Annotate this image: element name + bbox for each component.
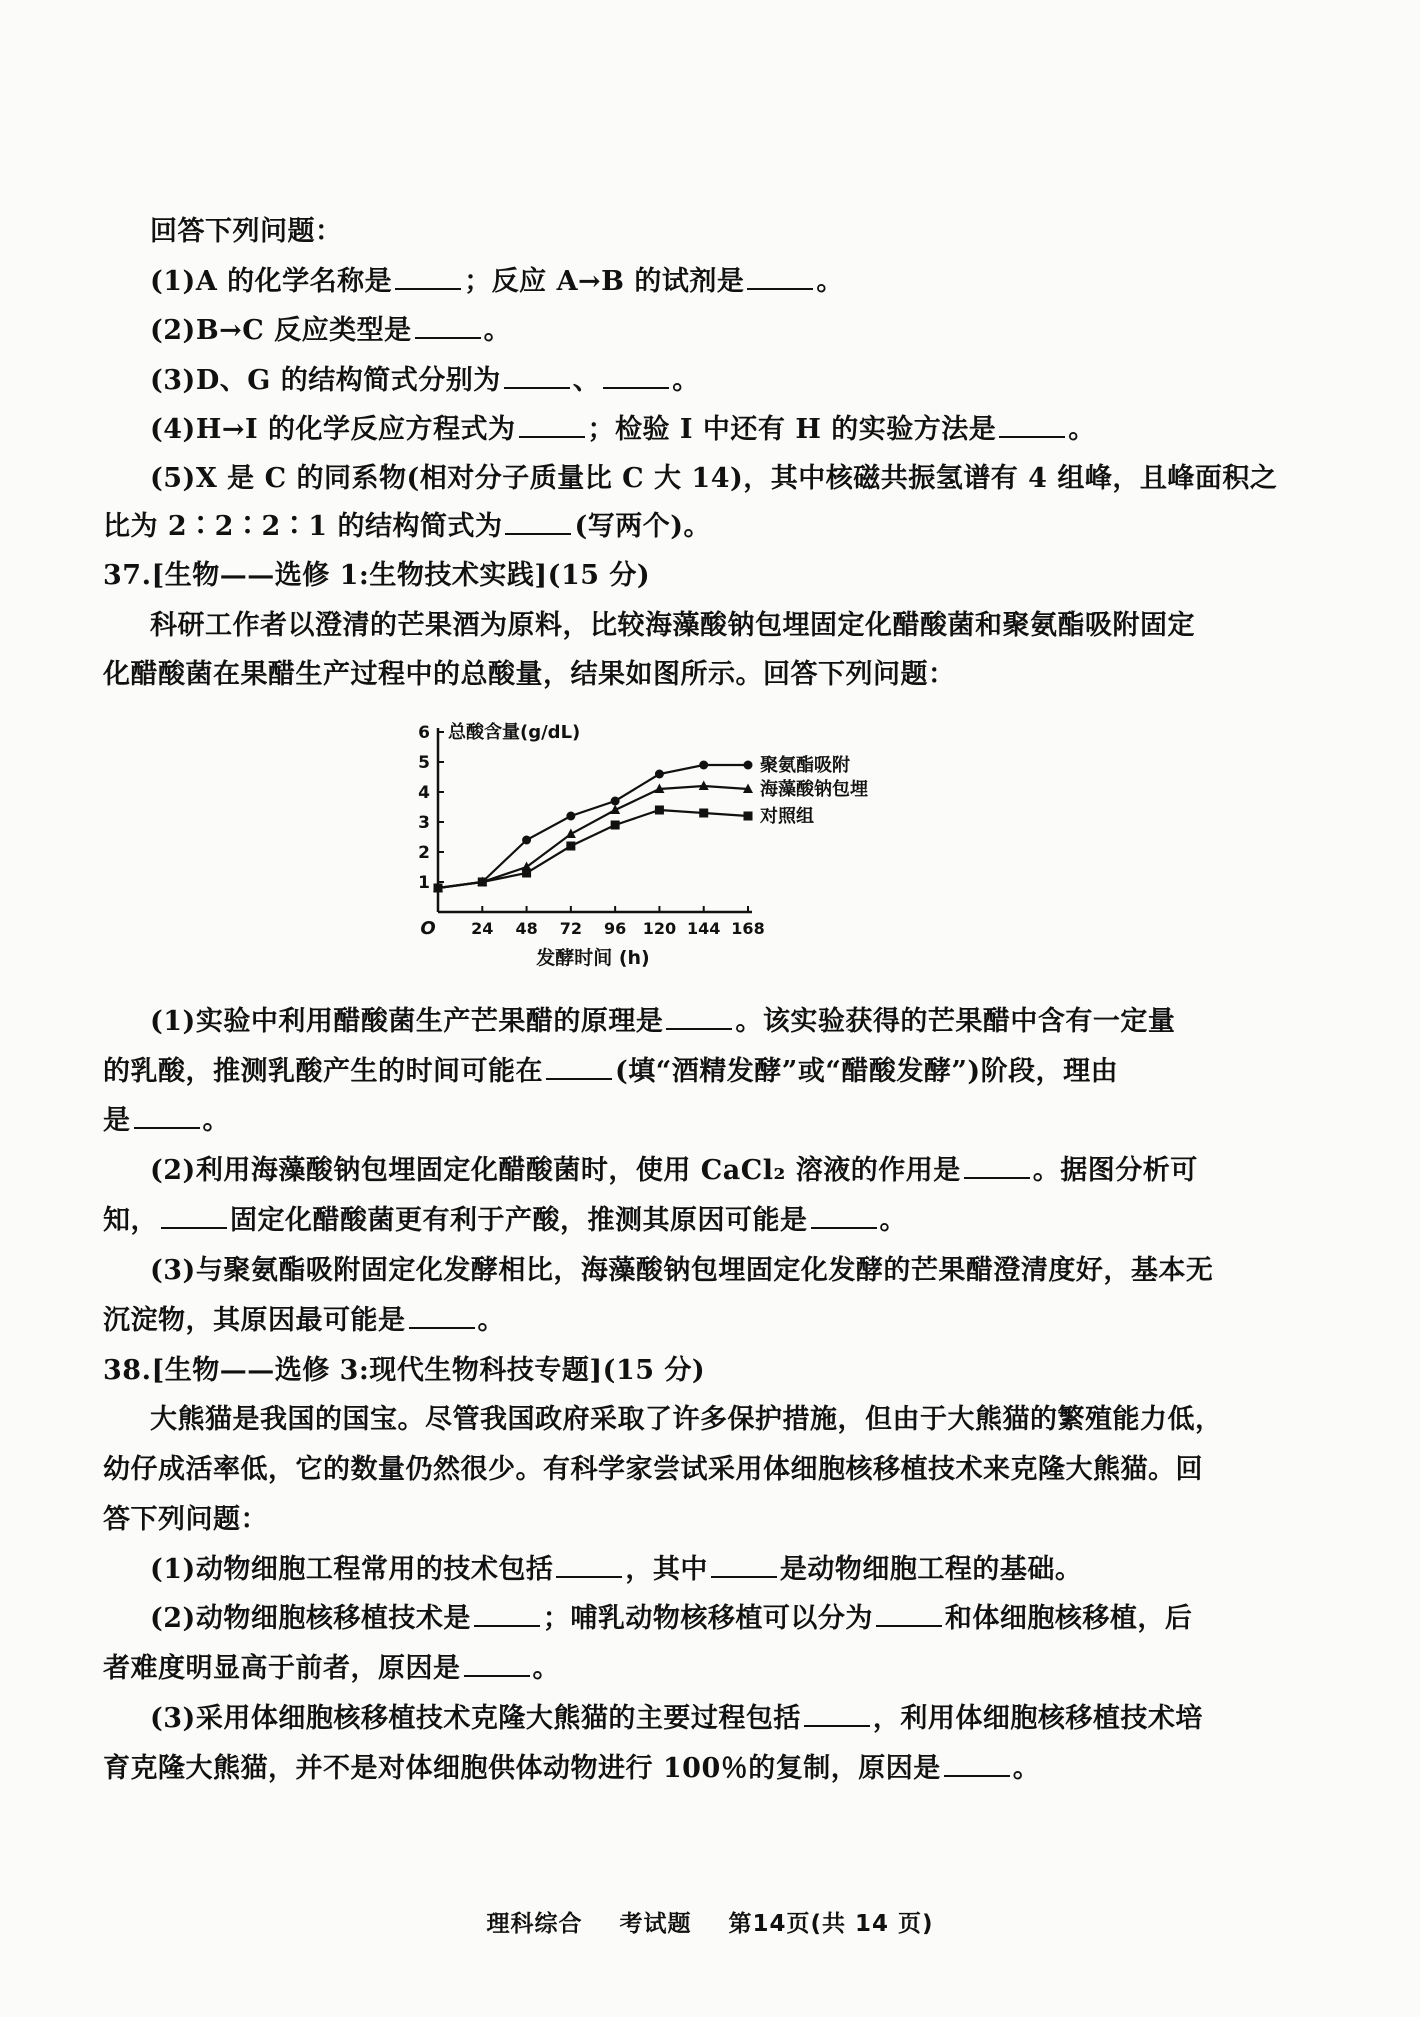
- q37-intro-line2: 化醋酸菌在果醋生产过程中的总酸量，结果如图所示。回答下列问题：: [103, 659, 956, 690]
- answer-blank[interactable]: [134, 1103, 200, 1129]
- x-tick-label: 24: [471, 919, 494, 938]
- q37-intro-line1: 科研工作者以澄清的芒果酒为原料，比较海藻酸钠包埋固定化醋酸菌和聚氨酯吸附固定: [150, 610, 1195, 641]
- q37-part2-line1: (2)利用海藻酸钠包埋固定化醋酸菌时，使用 CaCl₂ 溶液的作用是 。据图分析可: [150, 1155, 1198, 1186]
- answer-blank[interactable]: [876, 1601, 942, 1627]
- y-tick-label: 1: [418, 873, 430, 893]
- data-point: [434, 884, 443, 893]
- series-line: [438, 765, 748, 888]
- data-point: [522, 836, 531, 845]
- data-point: [566, 842, 575, 851]
- answer-blank[interactable]: [546, 1054, 612, 1080]
- q37-part1-line2: 的乳酸，推测乳酸产生的时间可能在 (填“酒精发酵”或“醋酸发酵”)阶段，理由: [103, 1056, 1119, 1087]
- q37-part3-line1: (3)与聚氨酯吸附固定化发酵相比，海藻酸钠包埋固定化发酵的芒果醋澄清度好，基本无: [150, 1255, 1214, 1286]
- chart-series: [433, 761, 753, 893]
- series-label: 聚氨酯吸附: [760, 755, 850, 776]
- q37-part3-line2: 沉淀物，其原因最可能是 。: [103, 1305, 505, 1336]
- y-axis-title: 总酸含量(g/dL): [448, 722, 581, 743]
- q38-part2-line2: 者难度明显高于前者，原因是 。: [103, 1653, 560, 1684]
- answer-blank[interactable]: [519, 412, 585, 438]
- answer-blank[interactable]: [603, 363, 669, 389]
- answer-blank[interactable]: [415, 313, 481, 339]
- data-point: [566, 812, 575, 821]
- q38-intro-line3: 答下列问题：: [103, 1504, 268, 1535]
- data-point: [611, 797, 620, 806]
- answer-blank[interactable]: [556, 1552, 622, 1578]
- x-axis-title: 发酵时间 (h): [536, 947, 650, 969]
- x-tick-label: 48: [515, 919, 538, 938]
- answer-blank[interactable]: [666, 1004, 732, 1030]
- y-tick-label: 4: [418, 783, 430, 803]
- answer-blank[interactable]: [395, 264, 461, 290]
- q36-part2: (2)B→C 反应类型是 。: [150, 315, 512, 346]
- x-tick-label: 144: [687, 919, 721, 938]
- data-point: [699, 809, 708, 818]
- q38-part2-line1: (2)动物细胞核移植技术是 ；哺乳动物核移植可以分为 和体细胞核移植，后: [150, 1603, 1193, 1634]
- data-point: [478, 878, 487, 887]
- q36-intro: 回答下列问题：: [150, 216, 343, 247]
- x-tick-label: 168: [731, 919, 765, 938]
- q36-part4: (4)H→I 的化学反应方程式为 ；检验 I 中还有 H 的实验方法是 。: [150, 414, 1096, 445]
- data-point: [744, 812, 753, 821]
- q37-part1-line3: 是 。: [103, 1105, 230, 1136]
- series-label: 海藻酸钠包埋: [760, 779, 868, 800]
- data-point: [699, 761, 708, 770]
- q36-part5-line2: 比为 2∶2∶2∶1 的结构简式为 (写两个)。: [103, 511, 712, 542]
- q38-part1: (1)动物细胞工程常用的技术包括 ，其中 是动物细胞工程的基础。: [150, 1554, 1083, 1585]
- x-tick-label: 120: [642, 919, 677, 938]
- series-square: [434, 806, 753, 893]
- chart-ticks: [418, 723, 765, 938]
- q37-heading: 37.[生物——选修 1:生物技术实践](15 分): [103, 560, 651, 591]
- y-tick-label: 6: [418, 723, 430, 743]
- q38-heading: 38.[生物——选修 3:现代生物科技专题](15 分): [103, 1355, 706, 1386]
- data-point: [744, 761, 753, 770]
- answer-blank[interactable]: [747, 264, 813, 290]
- data-point: [655, 806, 664, 815]
- answer-blank[interactable]: [804, 1701, 870, 1727]
- series-line: [438, 786, 748, 888]
- footer-paper: 考试题: [619, 1911, 692, 1937]
- q36-part5-line1: (5)X 是 C 的同系物(相对分子质量比 C 大 14)，其中核磁共振氢谱有 4 组峰，且峰面积之: [150, 463, 1278, 494]
- q37-part2-line2: 知， 固定化醋酸菌更有利于产酸，推测其原因可能是 。: [103, 1205, 907, 1236]
- answer-blank[interactable]: [505, 509, 571, 535]
- series-label: 对照组: [760, 806, 814, 827]
- origin-label: O: [420, 918, 436, 939]
- q36-part1: (1)A 的化学名称是 ；反应 A→B 的试剂是 。: [150, 266, 844, 297]
- data-point: [655, 770, 664, 779]
- answer-blank[interactable]: [964, 1153, 1030, 1179]
- x-tick-label: 96: [604, 919, 627, 938]
- answer-blank[interactable]: [409, 1303, 475, 1329]
- q38-intro-line2: 幼仔成活率低，它的数量仍然很少。有科学家尝试采用体细胞核移植技术来克隆大熊猫。回: [103, 1454, 1203, 1485]
- y-tick-label: 2: [418, 843, 430, 863]
- q38-part3-line2: 育克隆大熊猫，并不是对体细胞供体动物进行 100％的复制，原因是 。: [103, 1753, 1041, 1784]
- y-tick-label: 5: [418, 753, 430, 773]
- q36-part3: (3)D、G 的结构简式分别为 、 。: [150, 365, 700, 396]
- answer-blank[interactable]: [464, 1651, 530, 1677]
- answer-blank[interactable]: [944, 1751, 1010, 1777]
- series-circle: [434, 761, 753, 893]
- q37-part1-line1: (1)实验中利用醋酸菌生产芒果醋的原理是 。该实验获得的芒果醋中含有一定量: [150, 1006, 1176, 1037]
- x-tick-label: 72: [559, 919, 582, 938]
- answer-blank[interactable]: [504, 363, 570, 389]
- answer-blank[interactable]: [161, 1203, 227, 1229]
- footer-page-number: 第14页(共 14 页): [728, 1911, 934, 1937]
- y-tick-label: 3: [418, 813, 430, 833]
- answer-blank[interactable]: [474, 1601, 540, 1627]
- q38-part3-line1: (3)采用体细胞核移植技术克隆大熊猫的主要过程包括 ，利用体细胞核移植技术培: [150, 1703, 1203, 1734]
- total-acid-line-chart: [390, 690, 930, 990]
- q38-intro-line1: 大熊猫是我国的国宝。尽管我国政府采取了许多保护措施，但由于大熊猫的繁殖能力低，: [150, 1404, 1223, 1435]
- answer-blank[interactable]: [999, 412, 1065, 438]
- data-point: [522, 869, 531, 878]
- answer-blank[interactable]: [811, 1203, 877, 1229]
- data-point: [611, 821, 620, 830]
- answer-blank[interactable]: [711, 1552, 777, 1578]
- page-footer: [0, 1905, 1420, 1938]
- footer-subject: 理科综合: [486, 1911, 583, 1937]
